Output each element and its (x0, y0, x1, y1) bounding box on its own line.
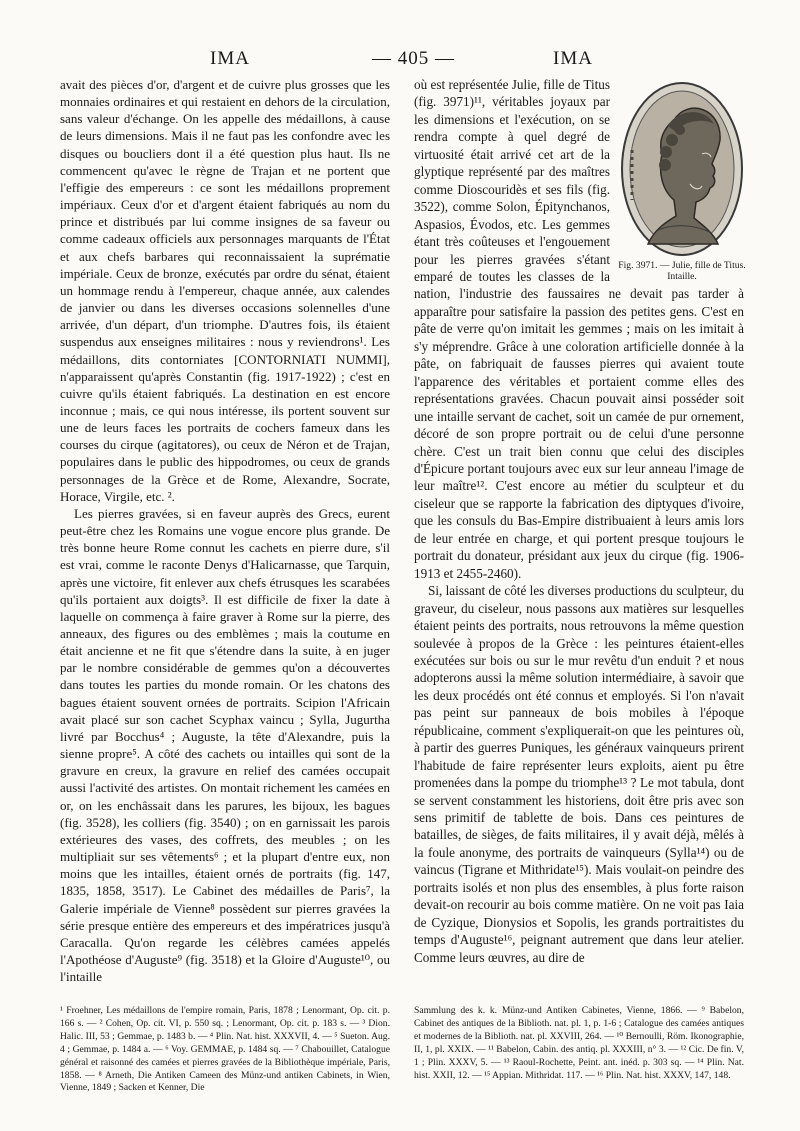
figure-3971 (618, 80, 746, 282)
right-column (414, 76, 744, 966)
header-left: IMA (210, 48, 250, 69)
footnotes-left: ¹ Froehner, Les médaillons de l'empire romain, Paris, 1878 ; Lenormant, Op. cit. p. 166 s. — ² Cohen, Op. cit. VI, p. 550 sq. ; Lenormant, Op. cit. p. 183 s. — ³ Dion. Halic. III, 53 ; Gemmae, p. 1483 b. — ⁴ Plin. Nat. hist. XXXVII, 4. — ⁵ Sueton. Aug. 4 ; Gemmae, p. 1484 a. — ⁶ Voy. GEMMAE, p. 1484 sq. — ⁷ Chabouillet, Catalogue général et raisonné des camées et pierres gravées de la Bibliothèque impériale, Paris, 1858. — ⁸ Arneth, Die Antiken Cameen des Münz-und antiken Cabinets, in Wien, Vienne, 1849 ; Sacken et Kenner, Die (60, 1005, 390, 1094)
header-right: IMA (553, 48, 593, 69)
paragraph: Si, laissant de côté les diverses productions du sculpteur, du graveur, du ciseleur, nous passons aux matières sur lesquelles étaient peints des portraits, nous retrouvons la même question soulevée à propos de la Grèce : les peintures étaient-elles exécutées sur bois ou sur le mur revêtu d'un enduit ? et nous adopterons aussi la même solution intermédiaire, à savoir que les deux procédés ont été connus et employés. Si l'on n'avait pas peint sur panneaux de bois mobiles à l'époque républicaine, comment s'expliquerait-on que les peintures où, à partir des guerres Puniques, les généraux vainqueurs prirent l'habitude de faire représenter leurs exploits, aient pu être promenées dans la pompe du triomphe¹³ ? Le mot tabula, dont se servent constamment les historiens, doit être pris avec son sens primitif de tablette de bois. Dans ces peintures de batailles, de sièges, de faits militaires, il y avait déjà, mêlés à la foule anonyme, des portraits de vainqueurs (Sylla¹⁴) ou de vaincus (Tigrane et Mithridate¹⁵). Mais voulait-on peindre des portraits isolés et non plus des ensembles, à plus forte raison devait-on recourir au bois comme matière. On ne voit pas Iaia de Cyzique, Dionysios et Sopolis, les grands portraitistes du temps d'Auguste¹⁶, peignant autrement que dans leur atelier. Comme leurs œuvres, au dire de (414, 583, 744, 965)
page-number: — 405 — (372, 48, 455, 69)
paragraph: où est représentée Julie, fille de Titus (fig. 3971)¹¹, véritables joyaux par les dimensions et l'exécution, on se rendra compte à quel degré de virtuosité était arrivé cet art de la glyptique représenté par des maîtres comme Dioscouridès et ses fils (fig. 3522), comme Solon, Épitynchanos, Aspasios, Évodos, etc. Les gemmes étant très coûteuses et l'engouement pour les pierres gravées s'étant emparé de toutes les classes de la nation, l'industrie des faussaires ne devait pas tarder à apparaître pour satisfaire la passion des petites gens. C'est en pâte de verre qu'on imitait les gemmes ; mais on les imitait à s'y méprendre. Grâce à une coloration artificielle donnée à la pâte, on fabriquait de fausses pierres qui avaient toute l'apparence des véritables et portaient comme elles des représentations gravées. Chacun pouvait ainsi posséder soit une intaille servant de cachet, soit un camée de pur ornement, décoré de son propre portrait ou de celui d'une personne chère. C'est un trait bien connu que celui des disciples d'Épicure portant toujours avec eux sur leur anneau l'image de leur maître¹². C'est encore au métier du sculpteur et du ciseleur que se rapporte la fabrication des diptyques d'ivoire, que les consuls du Bas-Empire distribuaient à leurs amis lors de leur entrée en charge, et qui portent presque toujours le portrait du donateur, présidant aux jeux du cirque (fig. 1906-1913 et 2455-2460). (414, 77, 744, 581)
running-header (0, 48, 800, 72)
left-column (60, 76, 390, 985)
paragraph: avait des pièces d'or, d'argent et de cuivre plus grosses que les monnaies ordinaires et qui restaient en dehors de la circulation, sans valeur d'échange. On les appelle des médaillons, à cause de leurs dimensions. Mais il ne faut pas les confondre avec les disques ou boucliers dont il a été question plus haut. Ils ne commencent qu'avec le règne de Trajan et ne portent que l'effigie des empereurs : ce sont les médaillons proprement impériaux. Ceux d'or et d'argent étaient fabriqués au nom du prince et distribués par lui comme insignes de sa faveur ou comme cadeaux officiels aux personnages marquants de l'État et aux chefs barbares qui reconnaissaient la suprématie impériale. Ceux de bronze, exécutés par ordre du sénat, étaient un hommage rendu à l'empereur, chaque année, aux calendes de janvier ou dans les diverses occasions solennelles d'une arrivée, d'un départ, d'un triomphe. D'autres fois, ils étaient suspendus aux enseignes militaires : nous y reviendrons¹. Les médaillons, dits contorniates [CONTORNIATI NUMMI], n'apparaissent qu'après Constantin (fig. 1917-1922) ; c'est en cuivre qu'ils étaient fabriqués. La destination en est encore inconnue ; mais, ce qui nous intéresse, ils portent souvent sur une de leurs faces les portraits de cochers fameux dans les courses du cirque (agitatores), ou ceux de Néron et de Trajan, populaires dans le public des hippodromes, ou ceux de grands personnages de la Grèce et de Rome, Alexandre, Socrate, Horace, Virgile, etc. ². (60, 77, 390, 504)
julia-intaglio-image (618, 80, 746, 258)
figure-caption: Fig. 3971. — Julie, fille de Titus. Intaille. (618, 260, 746, 282)
paragraph: Les pierres gravées, si en faveur auprès des Grecs, eurent peut-être chez les Romains une vogue encore plus grande. De très bonne heure Rome connut les cachets en pierre dure, s'il est vrai, comme le raconte Denys d'Halicarnasse, que Tarquin, après une victoire, fit enlever aux chefs étrusques les scarabées qu'ils portaient aux doigts³. Il est difficile de fixer la date à laquelle on commença à faire graver à Rome sur la pierre, des anneaux, des figures ou des emblèmes ; mais la coutume en était ancienne et ne fit que s'étendre dans la suite, à en juger par le nombre considérable de gemmes qu'on a découvertes dans toutes les parties du monde romain. Or les chatons des bagues étaient souvent ornées de portraits. Scipion l'Africain avait placé sur son cachet Scyphax vaincu ; Sylla, Jugurtha livré par Bocchus⁴ ; Auguste, la tête d'Alexandre, puis la sienne propre⁵. A côté des cachets ou intailles qui sont de la gravure en creux, la gravure en relief des camées occupait aussi l'activité des artistes. On montait richement les camées en or, on les enchâssait dans les parures, les bijoux, les bagues (fig. 3528), les colliers (fig. 3540) ; on en garnissait les parois extérieures des vases, des coffrets, des meubles ; on les multipliait sur ses vêtements⁶ ; et la plupart d'entre eux, non moins que les intailles, étaient ornés de portraits (fig. 147, 1835, 1858, 3517). Le Cabinet des médailles de Paris⁷, la Galerie impériale de Vienne⁸ possèdent sur pierres gravées la série presque entière des empereurs et des impératrices jusqu'à Caracalla. Qu'on regarde les célèbres camées appelés l'Apothéose d'Auguste⁹ (fig. 3518) et la Gloire d'Auguste¹⁰, ou l'intaille (60, 505, 390, 985)
footnotes-right: Sammlung des k. k. Münz-und Antiken Cabinetes, Vienne, 1866. — ⁹ Babelon, Cabinet des antiques de la Biblioth. nat. pl. 1, p. 1-6 ; Catalogue des camées antiques et modernes de la Biblioth. nat. pl. XXVIII, 264. — ¹⁰ Bernoulli, Röm. Ikonographie, II, 1, pl. XXIX. — ¹¹ Babelon, Cabin. des antiq. pl. XXXIII, n° 3. — ¹² Cic. De fin. V, 1 ; Plin. XXXV, 5. — ¹³ Raoul-Rochette, Peint. ant. inéd. p. 303 sq. — ¹⁴ Plin. Nat. hist. XXII, 12. — ¹⁵ Appian. Mithridat. 117. — ¹⁶ Plin. Nat. hist. XXXV, 147, 148. (414, 1005, 744, 1081)
